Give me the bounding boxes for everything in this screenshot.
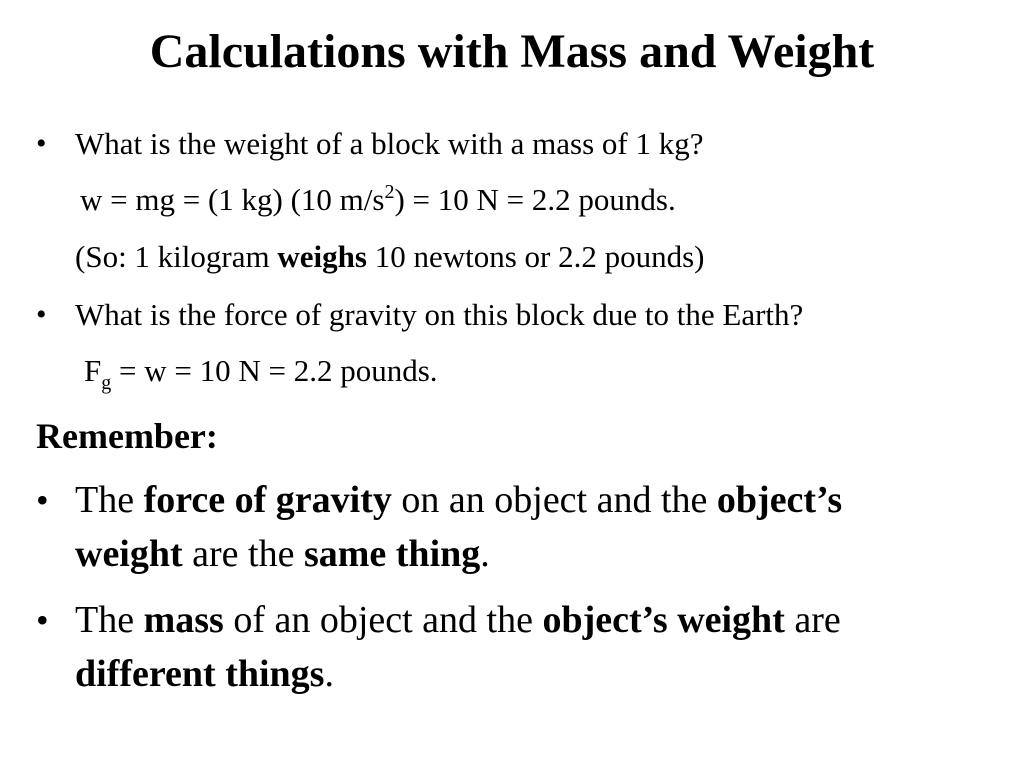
equation-weight <box>80 180 676 220</box>
bullet-q2: • <box>36 298 47 331</box>
point2-line1 <box>75 594 841 646</box>
point1-bold: object’s <box>716 479 843 521</box>
so-line-post: 10 newtons or 2.2 pounds) <box>366 239 705 274</box>
point1-line1 <box>75 474 842 526</box>
point2-text: . <box>324 653 334 695</box>
point1-text: are the <box>182 533 304 575</box>
so-line <box>75 237 704 277</box>
point1-text: . <box>480 533 490 575</box>
point2-line2 <box>75 648 334 700</box>
so-line-bold: weighs <box>277 239 367 274</box>
equation-gravity-pre: F <box>84 353 102 388</box>
point1-text: The <box>75 479 144 521</box>
equation-weight-exponent: 2 <box>384 181 395 203</box>
point2-text: of an object and the <box>223 599 543 641</box>
equation-gravity-subscript: g <box>101 372 112 394</box>
point2-bold: different things <box>75 653 325 695</box>
bullet-point1: • <box>36 480 49 520</box>
question-weight: What is the weight of a block with a mass of 1 kg? <box>75 126 704 161</box>
question-gravity: What is the force of gravity on this block due to the Earth? <box>75 297 804 332</box>
equation-gravity-post: = w = 10 N = 2.2 pounds. <box>111 353 438 388</box>
point2-bold: mass <box>143 599 224 641</box>
point2-text: The <box>75 599 144 641</box>
bullet-point2: • <box>36 600 49 640</box>
point1-line2 <box>75 528 490 580</box>
slide-title: Calculations with Mass and Weight <box>149 25 875 78</box>
point1-text: on an object and the <box>391 479 717 521</box>
point2-text: are <box>784 599 841 641</box>
point1-bold: force of gravity <box>143 479 392 521</box>
equation-weight-pre: w = mg = (1 kg) (10 m/s <box>80 182 385 217</box>
point2-bold: object’s weight <box>542 599 785 641</box>
equation-weight-post: ) = 10 N = 2.2 pounds. <box>394 182 676 217</box>
equation-gravity <box>84 351 438 394</box>
bullet-q1: • <box>36 127 47 160</box>
point1-bold: same thing <box>303 533 481 575</box>
so-line-pre: (So: 1 kilogram <box>75 239 278 274</box>
remember-heading: Remember: <box>36 416 218 456</box>
point1-bold: weight <box>75 533 183 575</box>
